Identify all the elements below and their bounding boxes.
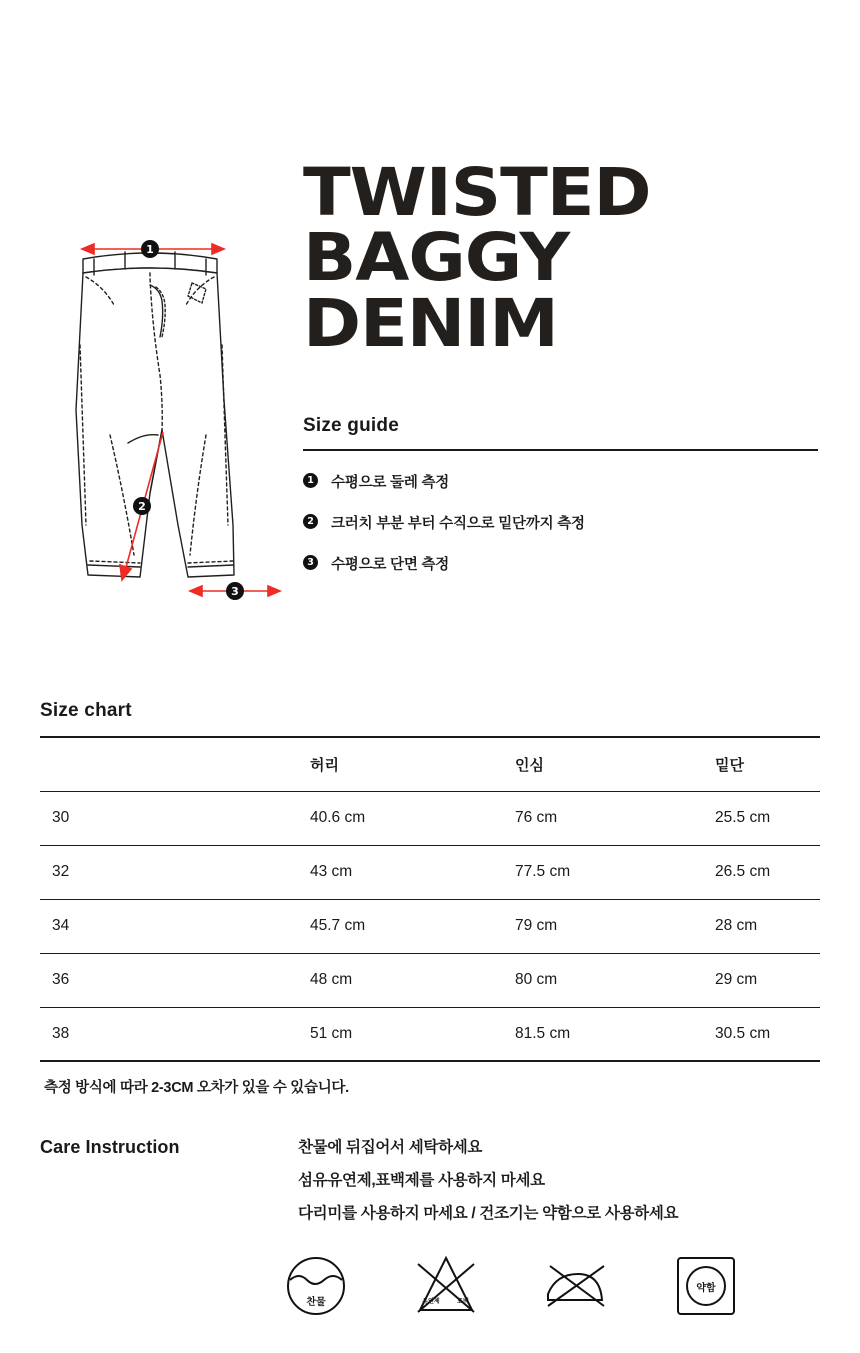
size-guide-section bbox=[303, 415, 818, 594]
illustration-marker-3: 3 bbox=[231, 585, 239, 598]
cell-hem: 26.5 cm bbox=[715, 845, 820, 899]
cell-waist: 51 cm bbox=[310, 1007, 515, 1061]
table-row bbox=[40, 1007, 820, 1061]
cell-hem: 29 cm bbox=[715, 953, 820, 1007]
cell-waist: 43 cm bbox=[310, 845, 515, 899]
product-title bbox=[303, 154, 833, 362]
cell-hem: 30.5 cm bbox=[715, 1007, 820, 1061]
cell-inseam: 79 cm bbox=[515, 899, 715, 953]
size-guide-heading: Size guide bbox=[303, 415, 399, 436]
number-badge-3-icon: 3 bbox=[303, 555, 318, 570]
table-row bbox=[40, 953, 820, 1007]
denim-illustration bbox=[20, 225, 300, 615]
table-row bbox=[40, 791, 820, 845]
wash-cold-icon bbox=[280, 1250, 352, 1322]
care-line: 찬물에 뒤집어서 세탁하세요 bbox=[298, 1139, 483, 1156]
number-badge-2-icon: 2 bbox=[303, 514, 318, 529]
cell-waist: 40.6 cm bbox=[310, 791, 515, 845]
care-symbols-row bbox=[280, 1250, 780, 1322]
tumble-dry-low-label: 약함 bbox=[696, 1283, 716, 1294]
cell-size: 38 bbox=[40, 1007, 310, 1061]
cell-waist: 45.7 cm bbox=[310, 899, 515, 953]
care-line: 다리미를 사용하지 마세요 / 건조기는 약함으로 사용하세요 bbox=[298, 1205, 679, 1222]
cell-hem: 25.5 cm bbox=[715, 791, 820, 845]
wash-cold-label: 찬물 bbox=[306, 1297, 326, 1308]
table-header-row bbox=[40, 737, 820, 791]
care-instruction-lines bbox=[298, 1135, 678, 1234]
size-guide-list bbox=[303, 471, 818, 574]
column-header-size bbox=[40, 737, 310, 791]
column-header-hem: 밑단 bbox=[715, 737, 820, 791]
title-line-1: TWISTED bbox=[303, 154, 651, 231]
cell-size: 36 bbox=[40, 953, 310, 1007]
care-instruction-section bbox=[40, 1135, 820, 1234]
column-header-waist: 허리 bbox=[310, 737, 515, 791]
no-bleach-icon bbox=[410, 1250, 482, 1322]
size-chart-heading: Size chart bbox=[40, 700, 132, 721]
table-row bbox=[40, 899, 820, 953]
care-instruction-label: Care Instruction bbox=[40, 1137, 180, 1157]
no-bleach-label-left: 유연제 bbox=[422, 1299, 440, 1305]
hero-section bbox=[0, 0, 860, 660]
title-line-2: BAGGY bbox=[303, 219, 570, 297]
cell-hem: 28 cm bbox=[715, 899, 820, 953]
size-guide-item bbox=[303, 553, 818, 574]
title-line-3: DENIM bbox=[303, 284, 558, 362]
no-iron-icon bbox=[540, 1250, 612, 1322]
size-chart-section bbox=[40, 700, 820, 1097]
table-row bbox=[40, 845, 820, 899]
size-guide-item-label: 크러치 부분 부터 수직으로 밑단까지 측정 bbox=[331, 516, 585, 532]
cell-waist: 48 cm bbox=[310, 953, 515, 1007]
column-header-inseam: 인심 bbox=[515, 737, 715, 791]
cell-size: 34 bbox=[40, 899, 310, 953]
size-guide-item bbox=[303, 512, 818, 533]
size-guide-item bbox=[303, 471, 818, 492]
cell-size: 32 bbox=[40, 845, 310, 899]
cell-inseam: 80 cm bbox=[515, 953, 715, 1007]
no-bleach-label-right: 표백 bbox=[457, 1299, 469, 1305]
number-badge-1-icon: 1 bbox=[303, 473, 318, 488]
size-guide-divider bbox=[303, 449, 818, 451]
cell-size: 30 bbox=[40, 791, 310, 845]
care-line: 섬유유연제,표백제를 사용하지 마세요 bbox=[298, 1172, 545, 1189]
cell-inseam: 76 cm bbox=[515, 791, 715, 845]
size-chart-table bbox=[40, 736, 820, 1062]
illustration-marker-1: 1 bbox=[146, 243, 154, 256]
cell-inseam: 77.5 cm bbox=[515, 845, 715, 899]
illustration-marker-2: 2 bbox=[138, 500, 146, 513]
size-guide-item-label: 수평으로 단면 측정 bbox=[331, 557, 450, 573]
tumble-dry-low-icon bbox=[670, 1250, 742, 1322]
measurement-note: 측정 방식에 따라 2-3CM 오차가 있을 수 있습니다. bbox=[44, 1080, 349, 1096]
size-guide-item-label: 수평으로 둘레 측정 bbox=[331, 475, 450, 491]
cell-inseam: 81.5 cm bbox=[515, 1007, 715, 1061]
